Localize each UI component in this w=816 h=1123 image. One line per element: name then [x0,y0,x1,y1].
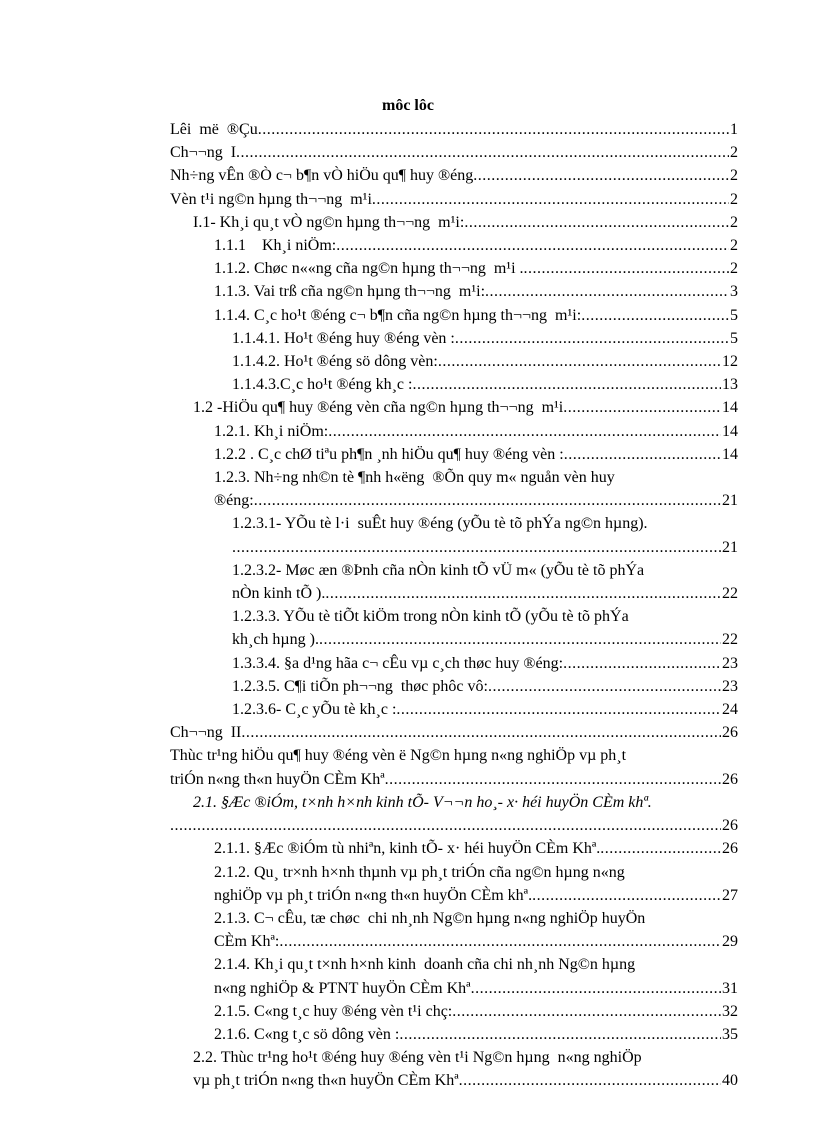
toc-page-number: 32 [722,1002,738,1020]
toc-title: môc lôc [382,97,434,114]
toc-page-number: 12 [722,353,738,371]
toc-entry[interactable] [214,304,738,327]
toc-entry[interactable] [232,652,738,675]
toc-entry-label-line1: 1.2.3.1- YÕu tè l·i suÊt huy ®éng (yÕu tè tõ phÝa ng©n hµng). [232,515,648,533]
toc-entry-label-line1: Thùc tr¹ng hiÖu qu¶ huy ®éng vèn ë Ng©n hµng n«ng nghiÖp vµ ph¸t [170,747,627,765]
toc-page-number: 14 [722,445,738,463]
toc-page-number: 3 [730,283,738,301]
toc-entry-label-line1: 1.2.3. Nh÷ng nh©n tè ¶nh h«ëng ®Õn quy m« nguån vèn huy [214,469,615,487]
toc-entry-label: 2.1.5. C«ng t¸c huy ®éng vèn t¹i chç: [214,1002,453,1020]
toc-entry-label: ®éng: [214,492,254,510]
dot-leader [236,141,729,164]
toc-entry[interactable] [232,675,738,698]
toc-page-number: 40 [722,1072,738,1090]
toc-entry-label: 1.2.3.5. C¶i tiÕn ph¬¬ng thøc phôc vô: [232,677,488,695]
toc-entry-label: 1.1.4.2. Ho¹t ®éng sö dông vèn: [232,353,438,371]
toc-page-number: 1 [730,121,738,138]
toc-entry-label: 1.2.2 . C¸c chØ tiªu ph¶n ¸nh hiÖu qu¶ huy ®éng vèn : [214,445,564,463]
dot-leader [471,977,721,1000]
toc-page-number: 35 [722,1025,738,1043]
dot-leader [563,396,721,419]
toc-page-number: 14 [722,399,738,417]
toc-entry-label-line1: 1.2.3.2- Møc æn ®Þnh cña nÒn kinh tÕ vÜ m« (yÕu tè tõ phÝa [232,561,645,579]
dot-leader [563,652,721,675]
dot-leader [396,698,721,721]
toc-page-number: 2 [730,190,738,208]
toc-entry-label: Nh÷ng vÊn ®Ò c¬ b¶n vÒ hiÖu qu¶ huy ®éng [170,167,474,185]
toc-page-number: 14 [722,422,738,440]
toc-entry[interactable] [214,953,738,999]
toc-entry[interactable] [170,141,738,164]
toc-page-number: 22 [722,585,738,603]
toc-entry[interactable] [193,791,738,837]
toc-entry-label-line1: 2.1.4. Kh¸i qu¸t t×nh h×nh kinh doanh cña chi nh¸nh Ng©n hµng [214,956,636,974]
dot-leader [399,1023,721,1046]
toc-entry-label: I.1- Kh¸i qu¸t vÒ ng©n hµng th¬¬ng m¹i: [193,213,465,231]
toc-entry[interactable] [232,559,738,605]
toc-entry-label: Lêi më ®Çu [170,121,258,138]
dot-leader [524,257,729,280]
dot-leader [279,930,721,953]
toc-entry[interactable] [170,118,738,141]
toc-entry-label: Ch¬¬ng I [170,144,237,162]
toc-entry-label: 1.3.3.4. §a d¹ng hãa c¬ cÊu vµ c¸ch thøc huy ®éng: [232,654,564,672]
toc-page-number: 26 [722,817,738,835]
toc-page-number: 24 [722,701,738,719]
dot-leader [258,118,729,141]
toc-entry[interactable] [214,420,738,443]
dot-leader [600,837,721,860]
dot-leader [336,234,729,257]
toc-entry-label: vµ ph¸t triÓn n«ng th«n huyÖn CÈm Khª [193,1072,459,1090]
toc-entry-label: 1.1.2. Chøc n««ng cña ng©n hµng th¬¬ng m¹i . [214,260,524,278]
toc-entry[interactable] [170,744,738,790]
toc-entry-label: CÈm Khª: [214,933,280,951]
dot-leader [459,1069,721,1092]
table-of-contents [0,118,816,1093]
toc-entry-label: kh¸ch hµng ). [232,631,319,649]
toc-page-number: 23 [722,677,738,695]
toc-entry-label: triÓn n«ng th«n huyÖn CÈm Khª [170,770,385,788]
dot-leader [464,211,729,234]
toc-page-number: 26 [722,840,738,858]
toc-page-number: 26 [722,770,738,788]
dot-leader [452,1000,721,1023]
toc-entry[interactable] [214,234,738,257]
toc-page-number: 5 [730,329,738,347]
dot-leader [488,675,721,698]
toc-page-number: 22 [722,631,738,649]
toc-entry[interactable] [214,1023,738,1046]
toc-entry[interactable] [170,721,738,744]
toc-page-number: 2 [730,260,738,278]
toc-entry[interactable] [170,164,738,187]
dot-leader [254,489,721,512]
toc-page-number: 27 [722,886,738,904]
toc-entry-label-line1: 2.1.2. Qu¸ tr×nh h×nh thµnh vµ ph¸t triÓn cña ng©n hµng n«ng [214,863,625,881]
toc-entry-label-line1: 2.1. §Æc ®iÓm, t×nh h×nh kinh tÕ- V¬¬n ho¸- x· héi huyÖn CÈm khª. [193,793,652,811]
toc-page-number: 23 [722,654,738,672]
toc-page-number: 13 [722,376,738,394]
toc-page-number: 21 [722,538,738,556]
toc-entry[interactable] [232,605,738,651]
toc-entry[interactable] [193,396,738,419]
toc-entry[interactable] [214,1000,738,1023]
dot-leader [328,420,721,443]
dot-leader [372,188,729,211]
toc-entry[interactable] [214,443,738,466]
toc-entry-label: nÒn kinh tÕ ). [232,585,326,603]
toc-page-number: 2 [730,213,738,231]
toc-page-number: 2 [730,167,738,185]
toc-entry-label: 1.1.4. C¸c ho¹t ®éng c¬ b¶n cña ng©n hµng th¬¬ng m¹i: [214,306,582,324]
dot-leader [170,814,721,837]
toc-entry[interactable] [193,1046,738,1092]
toc-entry-label: 1.1.1 Kh¸i niÖm: [214,237,337,255]
dot-leader [438,350,721,373]
toc-entry-label: 1.1.3. Vai trß cña ng©n hµng th¬¬ng m¹i: [214,283,486,301]
toc-page-number: 31 [722,979,738,997]
toc-entry[interactable] [232,512,738,558]
toc-entry-label: 1.1.4.3.C¸c ho¹t ®éng kh¸c : [232,376,413,394]
toc-entry-label: 1.2.3.6- C¸c yÕu tè kh¸c : [232,701,397,719]
toc-entry-label: 1.2.1. Kh¸i niÖm: [214,422,329,440]
toc-entry-label: n«ng nghiÖp & PTNT huyÖn CÈm Khª [214,979,471,997]
toc-entry-label-line1: 2.1.3. C¬ cÊu, tæ chøc chi nh¸nh Ng©n hµng n«ng nghiÖp huyÖn [214,909,646,927]
toc-entry[interactable] [214,280,738,303]
toc-entry[interactable] [214,837,738,860]
toc-entry[interactable] [214,861,738,907]
toc-entry[interactable] [214,466,738,512]
dot-leader [232,536,721,559]
toc-entry[interactable] [232,350,738,373]
toc-entry-label: Vèn t¹i ng©n hµng th¬¬ng m¹i [170,190,372,208]
dot-leader [412,373,721,396]
dot-leader [532,884,721,907]
dot-leader [485,280,729,303]
toc-entry-label: 1.2 -HiÖu qu¶ huy ®éng vèn cña ng©n hµng th¬¬ng m¹i [193,399,564,417]
dot-leader [581,304,729,327]
dot-leader [473,164,729,187]
toc-entry[interactable] [170,188,738,211]
toc-page-number: 2 [730,144,738,162]
dot-leader [564,443,721,466]
toc-entry[interactable] [232,327,738,350]
dot-leader [241,721,721,744]
toc-entry[interactable] [214,257,738,280]
toc-entry-label: nghiÖp vµ ph¸t triÓn n«ng th«n huyÖn CÈm khª. [214,886,533,904]
toc-entry-label: 2.1.6. C«ng t¸c sö dông vèn : [214,1025,400,1043]
toc-entry-label: Ch¬¬ng II [170,724,242,742]
toc-entry[interactable] [214,907,738,953]
toc-entry[interactable] [232,698,738,721]
dot-leader [319,628,721,651]
toc-entry[interactable] [232,373,738,396]
toc-entry-label-line1: 2.2. Thùc tr¹ng ho¹t ®éng huy ®éng vèn t¹i Ng©n hµng n«ng nghiÖp [193,1049,642,1067]
toc-entry-label-line1: 1.2.3.3. YÕu tè tiÕt kiÖm trong nÒn kinh tÕ (yÕu tè tõ phÝa [232,608,629,626]
dot-leader [385,768,721,791]
toc-entry[interactable] [193,211,738,234]
toc-entry-label: 2.1.1. §Æc ®iÓm tù nhiªn, kinh tÕ- x· héi huyÖn CÈm Khª. [214,840,601,858]
toc-page-number: 26 [722,724,738,742]
toc-page-number: 5 [730,306,738,324]
toc-page-number: 21 [722,492,738,510]
toc-page-number: 29 [722,933,738,951]
toc-page-number: 2 [730,237,738,255]
dot-leader [325,582,721,605]
dot-leader [455,327,729,350]
toc-entry-label: 1.1.4.1. Ho¹t ®éng huy ®éng vèn : [232,329,455,347]
